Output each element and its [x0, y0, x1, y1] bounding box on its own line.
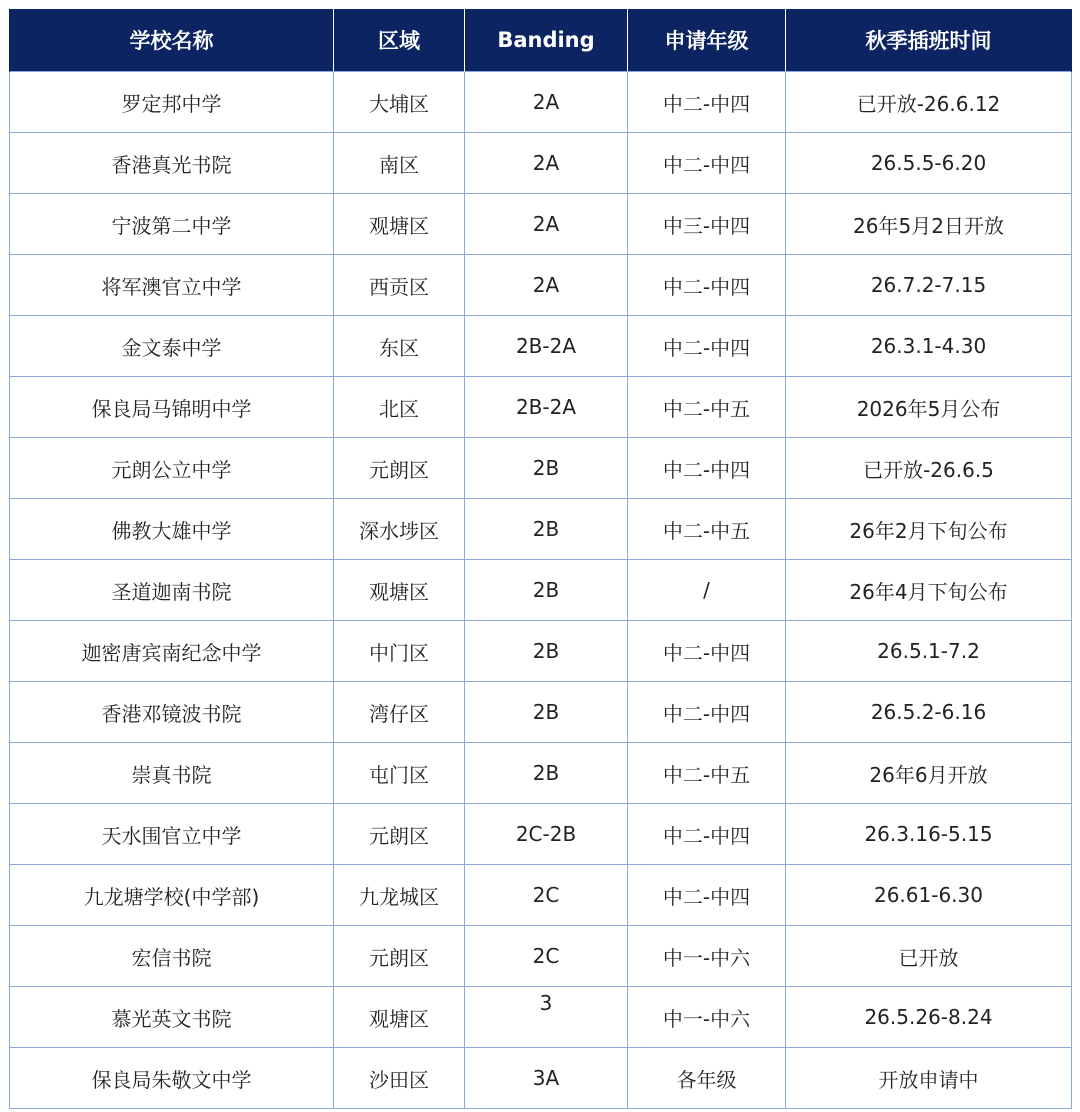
cell-district: 大埔区 [334, 72, 465, 133]
cell-grade: 各年级 [628, 1048, 786, 1109]
cell-district: 西贡区 [334, 255, 465, 316]
table-row [10, 438, 1072, 499]
cell-transfer-time: 26.5.5-6.20 [786, 133, 1072, 194]
cell-grade: 中二-中四 [628, 255, 786, 316]
table-body [10, 72, 1072, 1109]
table-row [10, 1048, 1072, 1109]
cell-school-name: 崇真书院 [10, 743, 334, 804]
cell-district: 屯门区 [334, 743, 465, 804]
cell-school-name: 九龙塘学校(中学部) [10, 865, 334, 926]
table-row [10, 743, 1072, 804]
table-row [10, 987, 1072, 1048]
cell-school-name: 保良局朱敬文中学 [10, 1048, 334, 1109]
table-row [10, 255, 1072, 316]
cell-grade: 中二-中四 [628, 865, 786, 926]
cell-grade: 中二-中五 [628, 499, 786, 560]
cell-district: 湾仔区 [334, 682, 465, 743]
cell-grade: 中一-中六 [628, 926, 786, 987]
cell-school-name: 保良局马锦明中学 [10, 377, 334, 438]
table-row [10, 194, 1072, 255]
cell-banding: 2B-2A [465, 377, 628, 438]
cell-banding: 2B [465, 621, 628, 682]
cell-district: 南区 [334, 133, 465, 194]
cell-transfer-time: 26.7.2-7.15 [786, 255, 1072, 316]
cell-transfer-time: 26年6月开放 [786, 743, 1072, 804]
cell-transfer-time: 2026年5月公布 [786, 377, 1072, 438]
header-transfer-time: 秋季插班时间 [786, 9, 1072, 72]
cell-school-name: 罗定邦中学 [10, 72, 334, 133]
cell-transfer-time: 已开放 [786, 926, 1072, 987]
cell-school-name: 圣道迦南书院 [10, 560, 334, 621]
cell-banding: 2B [465, 682, 628, 743]
table-row [10, 499, 1072, 560]
cell-transfer-time: 26.5.2-6.16 [786, 682, 1072, 743]
cell-grade: 中二-中四 [628, 72, 786, 133]
cell-school-name: 宏信书院 [10, 926, 334, 987]
cell-grade: 中二-中五 [628, 377, 786, 438]
cell-district: 深水埗区 [334, 499, 465, 560]
table-header [10, 9, 1072, 72]
cell-school-name: 香港邓镜波书院 [10, 682, 334, 743]
cell-school-name: 佛教大雄中学 [10, 499, 334, 560]
cell-transfer-time: 26.3.1-4.30 [786, 316, 1072, 377]
table-row [10, 682, 1072, 743]
cell-school-name: 宁波第二中学 [10, 194, 334, 255]
cell-transfer-time: 26.5.26-8.24 [786, 987, 1072, 1048]
header-grade: 申请年级 [628, 9, 786, 72]
cell-transfer-time: 26.5.1-7.2 [786, 621, 1072, 682]
cell-district: 东区 [334, 316, 465, 377]
cell-banding: 2C [465, 926, 628, 987]
header-row [10, 9, 1072, 72]
cell-banding: 3 [465, 987, 628, 1048]
cell-district: 观塘区 [334, 987, 465, 1048]
cell-banding: 2B-2A [465, 316, 628, 377]
cell-school-name: 元朗公立中学 [10, 438, 334, 499]
cell-banding: 2B [465, 743, 628, 804]
header-school-name: 学校名称 [10, 9, 334, 72]
cell-grade: 中三-中四 [628, 194, 786, 255]
cell-grade: 中一-中六 [628, 987, 786, 1048]
cell-banding: 2A [465, 255, 628, 316]
cell-banding: 2A [465, 133, 628, 194]
cell-banding: 2C [465, 865, 628, 926]
table-row [10, 377, 1072, 438]
cell-district: 观塘区 [334, 194, 465, 255]
table-row [10, 560, 1072, 621]
table-row [10, 72, 1072, 133]
cell-district: 元朗区 [334, 804, 465, 865]
cell-transfer-time: 开放申请中 [786, 1048, 1072, 1109]
cell-school-name: 迦密唐宾南纪念中学 [10, 621, 334, 682]
cell-transfer-time: 26.61-6.30 [786, 865, 1072, 926]
cell-district: 元朗区 [334, 926, 465, 987]
table-row [10, 926, 1072, 987]
header-banding: Banding [465, 9, 628, 72]
cell-district: 观塘区 [334, 560, 465, 621]
cell-transfer-time: 26年4月下旬公布 [786, 560, 1072, 621]
cell-grade: 中二-中四 [628, 804, 786, 865]
cell-school-name: 慕光英文书院 [10, 987, 334, 1048]
cell-school-name: 金文泰中学 [10, 316, 334, 377]
header-district: 区域 [334, 9, 465, 72]
cell-school-name: 香港真光书院 [10, 133, 334, 194]
cell-district: 沙田区 [334, 1048, 465, 1109]
cell-grade: / [628, 560, 786, 621]
table-row [10, 621, 1072, 682]
cell-banding: 2B [465, 499, 628, 560]
cell-school-name: 天水围官立中学 [10, 804, 334, 865]
cell-transfer-time: 26年2月下旬公布 [786, 499, 1072, 560]
table-row [10, 804, 1072, 865]
cell-transfer-time: 26.3.16-5.15 [786, 804, 1072, 865]
cell-banding: 3A [465, 1048, 628, 1109]
cell-district: 中门区 [334, 621, 465, 682]
cell-grade: 中二-中五 [628, 743, 786, 804]
cell-district: 九龙城区 [334, 865, 465, 926]
cell-banding: 2A [465, 194, 628, 255]
school-admission-table [9, 9, 1072, 1109]
cell-grade: 中二-中四 [628, 133, 786, 194]
table-row [10, 865, 1072, 926]
cell-district: 元朗区 [334, 438, 465, 499]
table-row [10, 133, 1072, 194]
cell-grade: 中二-中四 [628, 438, 786, 499]
cell-banding: 2C-2B [465, 804, 628, 865]
cell-banding: 2B [465, 560, 628, 621]
cell-banding: 2B [465, 438, 628, 499]
cell-transfer-time: 已开放-26.6.5 [786, 438, 1072, 499]
table-row [10, 316, 1072, 377]
cell-district: 北区 [334, 377, 465, 438]
cell-grade: 中二-中四 [628, 621, 786, 682]
cell-grade: 中二-中四 [628, 682, 786, 743]
cell-banding: 2A [465, 72, 628, 133]
cell-grade: 中二-中四 [628, 316, 786, 377]
cell-transfer-time: 26年5月2日开放 [786, 194, 1072, 255]
cell-transfer-time: 已开放-26.6.12 [786, 72, 1072, 133]
cell-school-name: 将军澳官立中学 [10, 255, 334, 316]
